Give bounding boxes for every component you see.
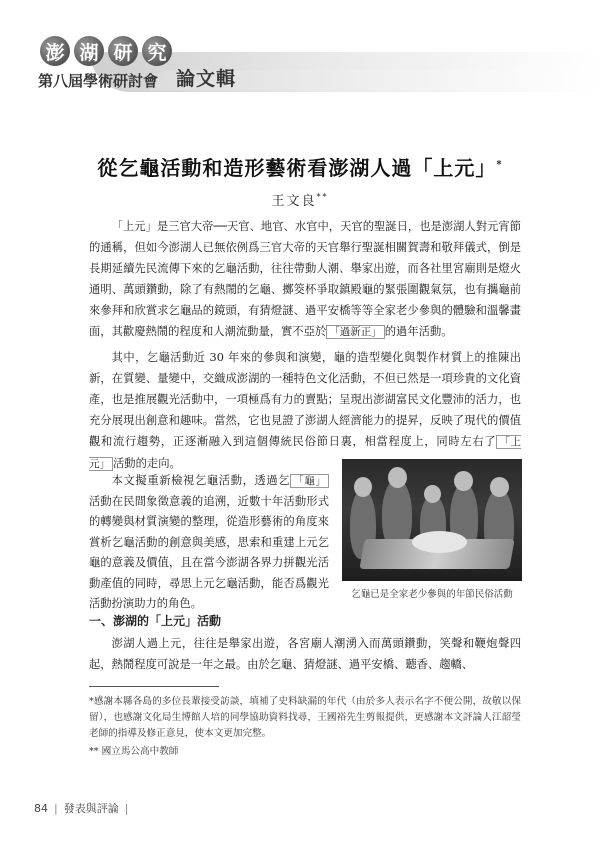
- paragraph-text: 活動的走向。: [113, 457, 181, 470]
- highlight-term-text: 過新正: [339, 326, 372, 338]
- photo-face: [424, 485, 441, 503]
- photo-face: [454, 471, 473, 491]
- logo-char: 究: [142, 36, 172, 66]
- photo-face: [354, 477, 372, 497]
- paragraph-text: 本文擬重新檢視乞龜活動，透過乞: [111, 474, 291, 487]
- page-number: 84: [34, 802, 48, 815]
- article-title: [0, 152, 600, 181]
- article-author: [0, 190, 600, 209]
- logo-char: 澎: [40, 36, 70, 66]
- author-name: 王文良: [271, 194, 317, 209]
- page-header: [0, 0, 600, 100]
- footnote-divider: [89, 686, 219, 687]
- section-tag: 論文輯: [176, 68, 237, 90]
- highlight-term-text: 上元: [89, 436, 521, 470]
- footnote-acknowledgement: *感謝本縣各島的多位長輩接受訪談，填補了史料缺漏的年代（由於多人表示名字不便公開，故敬以保留），也感謝文化局生博館人培的同學協助資料找尋，王國裕先生剪報提供，更感謝本文評論人江韶瑩老師的指導及修正意見，使本文更加完整。: [89, 696, 521, 739]
- footer-section: 發表與評論: [63, 802, 119, 815]
- festival-photo: [342, 459, 522, 581]
- footer-separator: |: [54, 802, 58, 815]
- photo-turtle-offering: [412, 531, 467, 553]
- highlight-term-text: 龜: [304, 475, 316, 487]
- author-footnote-mark: **: [316, 192, 329, 202]
- highlight-term: 「上元」: [89, 436, 521, 470]
- paragraph-text: 活動在民間象徵意義的追溯，近數十年活動形式的轉變與材質演變的整理，從造形藝術的角度來賞析乞龜活動的創意與美感，思索和重建上元乞龜的意義及價值，且在當今澎湖各界力拼觀光活動產值的同時，尋思上元乞龜活動，能否爲觀光活動扮演助力的角色。: [89, 494, 329, 610]
- paragraph-text: 的過年活動。: [384, 325, 453, 338]
- title-footnote-mark: *: [496, 159, 503, 171]
- photo-face: [490, 477, 509, 497]
- highlight-term: 「過新正」: [326, 325, 385, 339]
- article-title-text: 從乞龜活動和造形藝術看澎湖人過「上元」: [97, 156, 497, 180]
- page-footer: [34, 800, 134, 816]
- paragraph-text: 「上元」是三官大帝──天官、地官、水官中，天官的聖誕日，也是澎湖人對元宵節的通稱，但如今澎湖人已無依例爲三官大帝的天官舉行聖誕相關賀壽和敬拜儀式，倒是長期延續先民流傳下來的乞龜活動，往往帶動人潮、舉家出遊，而各社里宮廟則是燈火通明、萬頭鑽動，除了有熱鬧的乞龜、擲筊杯爭取鎮殿龜的緊張圍觀氣氛，也有攜龜前來參拜和欣賞求乞龜品的鏡頭，有猜燈謎、過平安橋等等全家老少參與的體驗和溫馨畫面，其歡慶熱鬧的程度和人潮流動量，實不亞於: [89, 220, 521, 338]
- photo-face: [388, 467, 407, 488]
- logo-char: 湖: [74, 36, 104, 66]
- footer-separator: |: [124, 802, 129, 815]
- paragraph-intro: [89, 216, 521, 343]
- journal-logo: [40, 36, 172, 66]
- footnote-author-affiliation: ** 國立馬公高中教師: [89, 746, 179, 757]
- conference-name: 第八屆學術研討會: [38, 72, 159, 90]
- photo-caption: 乞龜已是全家老少參與的年節民俗活動: [351, 589, 513, 600]
- section-heading: 一、澎湖的「上元」活動: [89, 614, 222, 628]
- highlight-term: 「龜」: [290, 474, 329, 488]
- paragraph-text: 其中，乞龜活動近 30 年來的參與和演變，龜的造型變化與製作材質上的推陳出新，在質變、量變中，交織成澎湖的一種特色文化活動，不但已然是一項珍貴的文化資產，也是推展觀光活動中，一項極爲有力的賣點；呈現出澎湖富民文化豐沛的活力，也充分展現出創意和趣味。當然，它也見證了澎湖人經濟能力的提昇，反映了現代的價值觀和流行趨勢，正逐漸融入到這個傳統民俗節日裏，相當程度上，同時左右了: [89, 351, 521, 448]
- paragraph-shangyuan: 澎湖人過上元，往往是舉家出遊，各宮廟人潮湧入而萬頭鑽動，笑聲和鞭炮聲四起，熱鬧程度可說是一年之最。由於乞龜、猜燈謎、過平安橋、聽香、趨轎、: [89, 637, 521, 671]
- logo-char: 研: [108, 36, 138, 66]
- paragraph-evolution: [89, 347, 521, 475]
- paragraph-purpose: [89, 471, 329, 615]
